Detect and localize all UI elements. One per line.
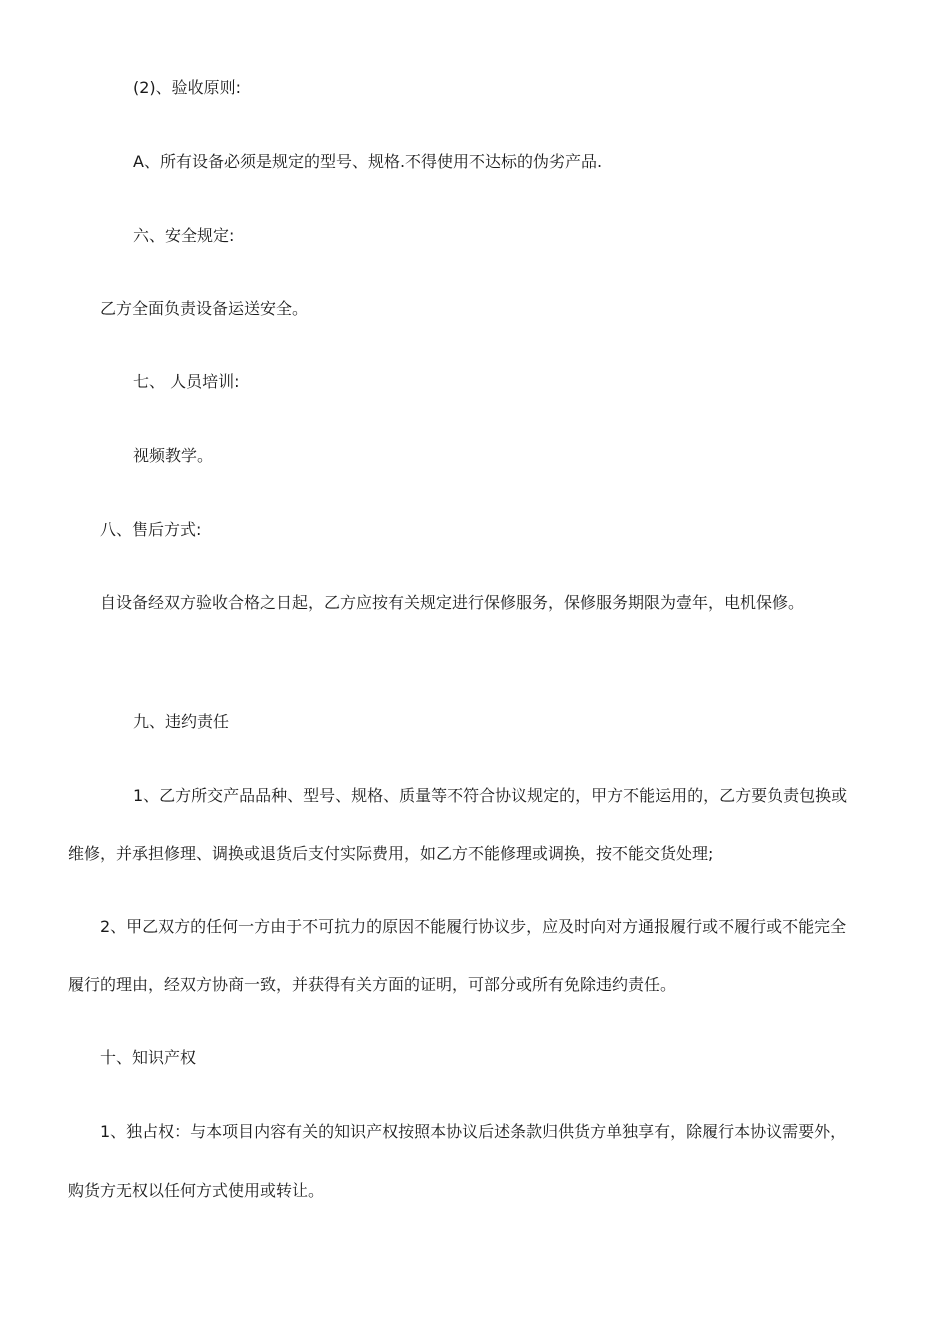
safety-heading: 六、安全规定:: [133, 226, 235, 245]
liability-item-1-line-2: 维修，并承担修理、调换或退货后支付实际费用，如乙方不能修理或调换，按不能交货处理;: [68, 844, 714, 863]
liability-item-2-line-1: 2、甲乙双方的任何一方由于不可抗力的原因不能履行协议步，应及时向对方通报履行或不履行或不能完全: [100, 917, 847, 936]
safety-paragraph: 乙方全面负责设备运送安全。: [100, 299, 309, 318]
after-sales-heading: 八、售后方式:: [100, 520, 202, 539]
ip-item-1-line-2: 购货方无权以任何方式使用或转让。: [68, 1181, 325, 1200]
liability-heading: 九、违约责任: [133, 712, 230, 731]
liability-item-2-line-2: 履行的理由，经双方协商一致，并获得有关方面的证明，可部分或所有免除违约责任。: [68, 975, 677, 994]
ip-heading: 十、知识产权: [100, 1048, 197, 1067]
ip-item-1-line-1: 1、独占权：与本项目内容有关的知识产权按照本协议后述条款归供货方单独享有，除履行本协议需要外，: [100, 1122, 847, 1141]
training-paragraph: 视频教学。: [133, 446, 214, 465]
acceptance-principle-a: A、所有设备必须是规定的型号、规格.不得使用不达标的伪劣产品.: [133, 152, 603, 171]
acceptance-principle-heading: (2)、验收原则:: [133, 78, 242, 97]
training-heading: 七、 人员培训:: [133, 372, 240, 391]
after-sales-paragraph: 自设备经双方验收合格之日起，乙方应按有关规定进行保修服务，保修服务期限为壹年，电机保修。: [100, 593, 805, 612]
liability-item-1-line-1: 1、乙方所交产品品种、型号、规格、质量等不符合协议规定的，甲方不能运用的，乙方要负责包换或: [133, 786, 848, 805]
